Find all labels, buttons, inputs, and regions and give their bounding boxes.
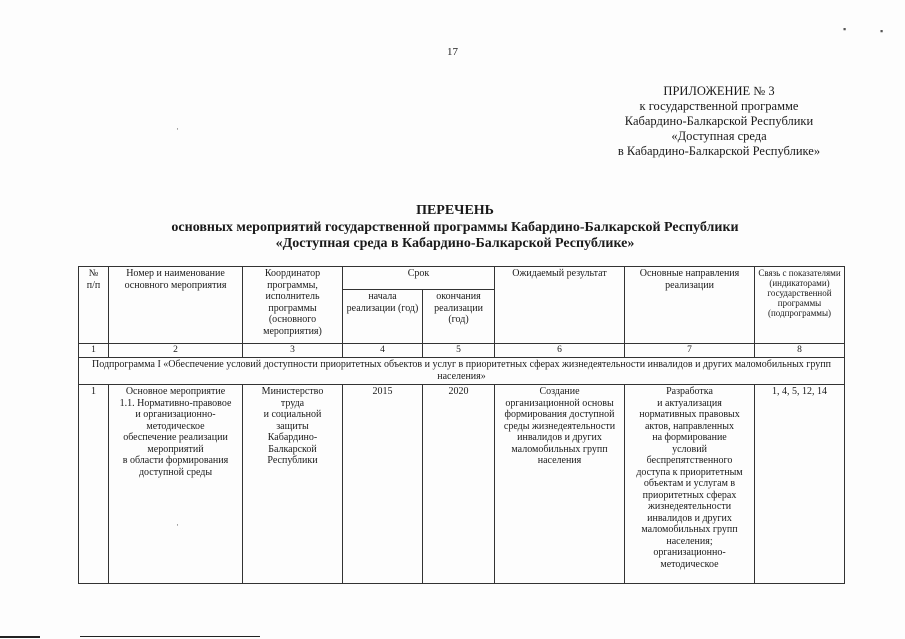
header-indicators: Связь с показателями (индикаторами) государственной программы (подпрограммы) [755,267,845,344]
scan-edge-line [0,636,40,638]
column-number: 8 [755,344,845,358]
row-start: 2015 [343,385,423,584]
column-number: 7 [625,344,755,358]
column-number-row [79,344,845,358]
appendix-line: ПРИЛОЖЕНИЕ № 3 [663,84,775,98]
row-num: 1 [79,385,109,584]
appendix-line: в Кабардино-Балкарской Республике» [617,144,821,158]
appendix-line: Кабардино-Балкарской Республики [624,114,814,128]
header-term-end: окончания реализации (год) [423,290,495,344]
header-term-start: начала реализации (год) [343,290,423,344]
header-num: № п/п [79,267,109,344]
column-number: 4 [343,344,423,358]
column-number: 1 [79,344,109,358]
row-result: Создание организационной основы формирования доступной среды жизнедеятельности инвалидов и других маломобильных групп населения [495,385,625,584]
scan-edge-line [80,636,260,637]
column-number: 6 [495,344,625,358]
table-header-row [79,267,845,290]
row-indicators: 1, 4, 5, 12, 14 [755,385,845,584]
header-result: Ожидаемый результат [495,267,625,344]
title-line: «Доступная среда в Кабардино-Балкарской Республике» [275,236,635,251]
document-title [100,203,810,253]
scan-speck: · [176,520,179,530]
row-directions: Разработка и актуализация нормативных правовых актов, направленных на формирование условий беспрепятственного доступа к приоритетным объектам и услугам в приоритетных сферах жизнедеятельности инвалидов и других маломобильных групп населения; организационно- методическое [625,385,755,584]
table-row [79,385,845,584]
scan-speck: ▪ [843,24,847,34]
subprogram-title: Подпрограмма I «Обеспечение условий доступности приоритетных объектов и услуг в приоритетных сферах жизнедеятельности инвалидов и других маломобильных групп населения» [79,358,845,385]
row-end: 2020 [423,385,495,584]
title-line: ПЕРЕЧЕНЬ [416,203,494,218]
appendix-heading [560,84,878,159]
row-name: Основное мероприятие 1.1. Нормативно-правовое и организационно- методическое обеспечение реализации мероприятий в области формирования доступной среды [109,385,243,584]
title-line: основных мероприятий государственной программы Кабардино-Балкарской Республики [171,219,739,235]
measures-table [78,266,845,584]
header-directions: Основные направления реализации [625,267,755,344]
column-number: 5 [423,344,495,358]
scan-speck: · [176,124,179,134]
row-coordinator: Министерство труда и социальной защиты Кабардино- Балкарской Республики [243,385,343,584]
column-number: 3 [243,344,343,358]
scan-speck: ▪ [880,26,884,36]
appendix-line: к государственной программе [639,99,799,113]
header-name: Номер и наименование основного мероприятия [109,267,243,344]
appendix-line: «Доступная среда [671,129,767,143]
header-term: Срок [343,267,495,290]
page-number: 17 [447,46,458,58]
subprogram-row [79,358,845,385]
column-number: 2 [109,344,243,358]
header-coordinator: Координатор программы, исполнитель программы (основного мероприятия) [243,267,343,344]
